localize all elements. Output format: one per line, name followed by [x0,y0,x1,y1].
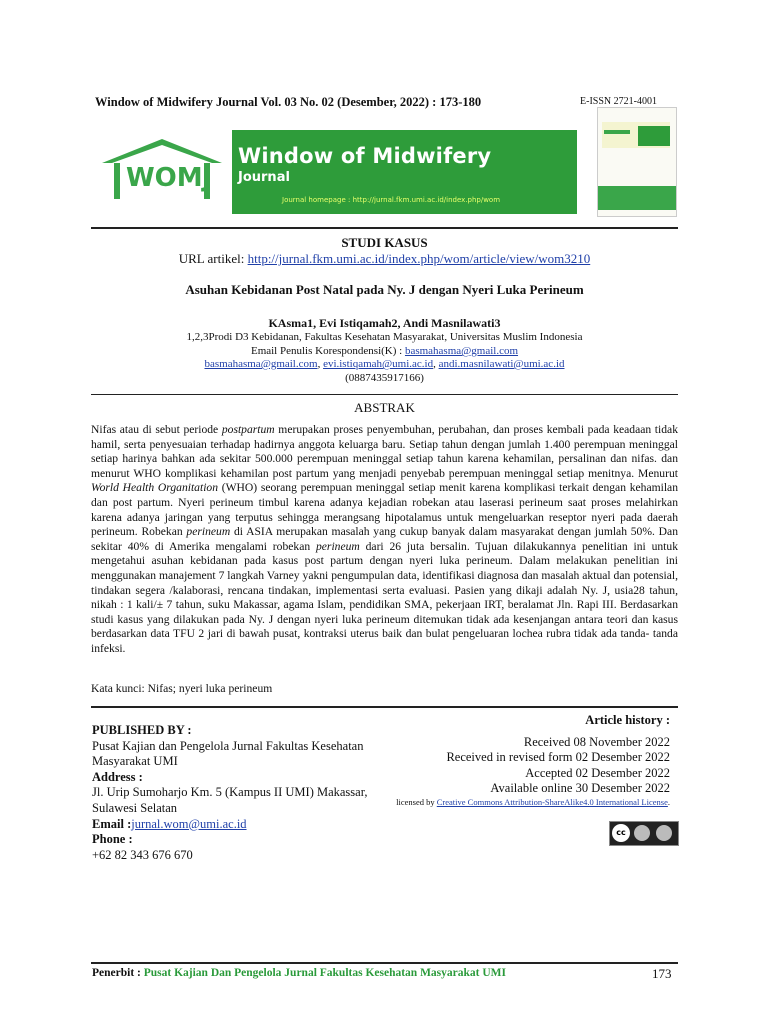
footer-publisher-name: Pusat Kajian Dan Pengelola Jurnal Fakultas Kesehatan Masyarakat UMI [143,967,506,979]
publisher-address: Jl. Urip Sumoharjo Km. 5 (Kampus II UMI) Makassar, Sulawesi Selatan [92,785,368,815]
email-label: Email : [92,816,132,831]
history-label: Article history : [585,713,670,727]
publisher-name: Pusat Kajian dan Pengelola Jurnal Fakultas Kesehatan Masyarakat UMI [92,738,364,769]
email-link-2[interactable]: evi.istiqamah@umi.ac.id [323,358,434,370]
publisher-email-link[interactable]: jurnal.wom@umi.ac.id [131,816,247,831]
history-accepted: Accepted 02 Desember 2022 [525,765,670,780]
author-emails: basmahasma@gmail.com, evi.istiqamah@umi.ac.id, andi.masnilawati@umi.ac.id [204,358,565,370]
abstract-bottom-rule [91,706,678,708]
history-revised: Received in revised form 02 Desember 2022 [446,750,670,765]
email-link-1[interactable]: basmahasma@gmail.com [204,358,318,370]
url-label: URL artikel: [178,251,248,266]
corresponding-email-line [91,345,678,357]
corr-label: Email Penulis Korespondensi(K) : [250,345,405,357]
abstract-text-4: di ASIA merupakan masalah yang cukup banyak dalam masyarakat dengan jumlah 50%. Dan sekitar 40% di Amerika mengalami robekan [91,525,678,553]
journal-cover-thumbnail [597,107,677,217]
footer-rule [91,962,678,964]
license-prefix: licensed by [396,796,437,807]
article-url-link[interactable]: http://jurnal.fkm.umi.ac.id/index.php/wom/article/view/wom3210 [247,251,591,266]
sa-icon [656,825,672,841]
footer-label: Penerbit : [92,967,144,979]
page-number: 173 [652,966,672,981]
banner-title: Window of Midwifery [238,144,492,168]
logo-text: WOMJ [126,163,213,193]
by-icon [634,825,650,841]
author-phone: (0887435917166) [345,372,424,384]
abstract-text-5: dari 26 juta bersalin. Tujuan dilakukannya penelitian ini untuk mengetahui asuhan kebidanan pada kasus post partum dengan nyeri luka perineum. Dalam melakukan penelitian ini menggunakan manajement 7 langkah Varney yakni pengumpulan data, identifikasi diagnosa dan masalah aktual dan potensial, tindakan segera /kalaborasi, rencana tindakan, implementasi serta evaluasi. Pasien yang dikaji adalah Ny. J, usia28 tahun, nikah : 1 kali/± 7 tahun, suku Makassar, agama Islam, pendidikan SMA, pekerjaan IRT, beralamat Jln. Rapi III. Berdasarkan studi kasus yang dilakukan pada Ny. J dengan nyeri luka perineum ditemukan tidak ada kesenjangan antara teori dan kasus berdasarkan data TFU 2 jari di bawah pusat, kontraksi uterus baik dan bulat pengeluaran lochea rubra tidak ada tanda- tanda infeksi. [91,539,678,655]
abstract-body [91,423,678,657]
journal-banner [232,130,577,214]
abstract-italic-1: postpartum [221,423,275,436]
abstract-italic-4: perineum [315,539,360,553]
license-line [380,797,670,808]
publisher-block [92,723,372,863]
section-label: STUDI KASUS [341,235,428,250]
cc-icon: cc [612,824,630,842]
banner-homepage: Journal homepage : http://jurnal.fkm.umi.ac.id/index.php/wom [282,196,501,204]
footer-publisher [92,967,506,979]
article-history [380,713,670,808]
affiliation: 1,2,3Prodi D3 Kebidanan, Fakultas Kesehatan Masyarakat, Universitas Muslim Indonesia [186,331,583,343]
abstract-text-2: merupakan proses penyembuhan, perubahan, dan proses kembali pada keadaan tidak hamil, serta penyesuaian terhadap hadirnya anggota keluarga baru. Setiap tahun dengan jumlah 1.400 perempuan meninggal setiap harinya bahkan ada sekitar 500.000 perempuan meninggal setiap tahun karena kehamilan, persalinan dan nifas. dan menurut WHO komplikasi kehamilan post partum yang menjadi penyebab perempuan meninggal setiap menitnya. Menurut [91,423,678,480]
abstract-text-1: Nifas atau di sebut periode [91,423,222,436]
article-url-line [91,251,678,267]
header-rule [91,227,678,229]
email-link-3[interactable]: andi.masnilawati@umi.ac.id [438,358,565,370]
abstract-italic-3: perineum [186,525,231,539]
history-received: Received 08 November 2022 [523,734,670,749]
license-suffix: . [667,796,670,807]
womj-logo [100,135,225,210]
keywords: Kata kunci: Nifas; nyeri luka perineum [91,682,273,695]
banner-subtitle: Journal [238,170,290,185]
cc-license-badge[interactable] [609,821,679,846]
abstract-italic-2: World Health Organitation [91,481,219,495]
issn: E-ISSN 2721-4001 [580,96,657,107]
abstract-heading: ABSTRAK [354,400,415,415]
journal-header: Window of Midwifery Journal Vol. 03 No. 02 (Desember, 2022) : 173-180 [95,95,482,109]
authors: KAsma1, Evi Istiqamah2, Andi Masnilawati3 [268,316,501,330]
address-label: Address : [92,769,143,784]
abstract-text-3: (WHO) seorang perempuan meninggal setiap menit karena komplikasi terkait dengan kehamilan dan post partum. Nyeri perineum timbul karena adanya kejadian robekan atau laserasi perineum saat proses melahirkan karena adanya jaringan yang terputus sehingga merangsang hipotalamus untuk mengeluarkan reseptor nyeri pada daerah perineum. Robekan [91,481,678,539]
history-online: Available online 30 Desember 2022 [490,781,670,796]
publisher-phone: +62 82 343 676 670 [92,847,193,862]
corr-email-link[interactable]: basmahasma@gmail.com [404,345,519,357]
published-by-label: PUBLISHED BY : [92,723,192,737]
license-link[interactable]: Creative Commons Attribution-ShareAlike4.0 International License [436,796,668,807]
abstract-top-rule [91,394,678,395]
phone-label: Phone : [92,832,133,847]
article-title: Asuhan Kebidanan Post Natal pada Ny. J dengan Nyeri Luka Perineum [185,282,584,297]
